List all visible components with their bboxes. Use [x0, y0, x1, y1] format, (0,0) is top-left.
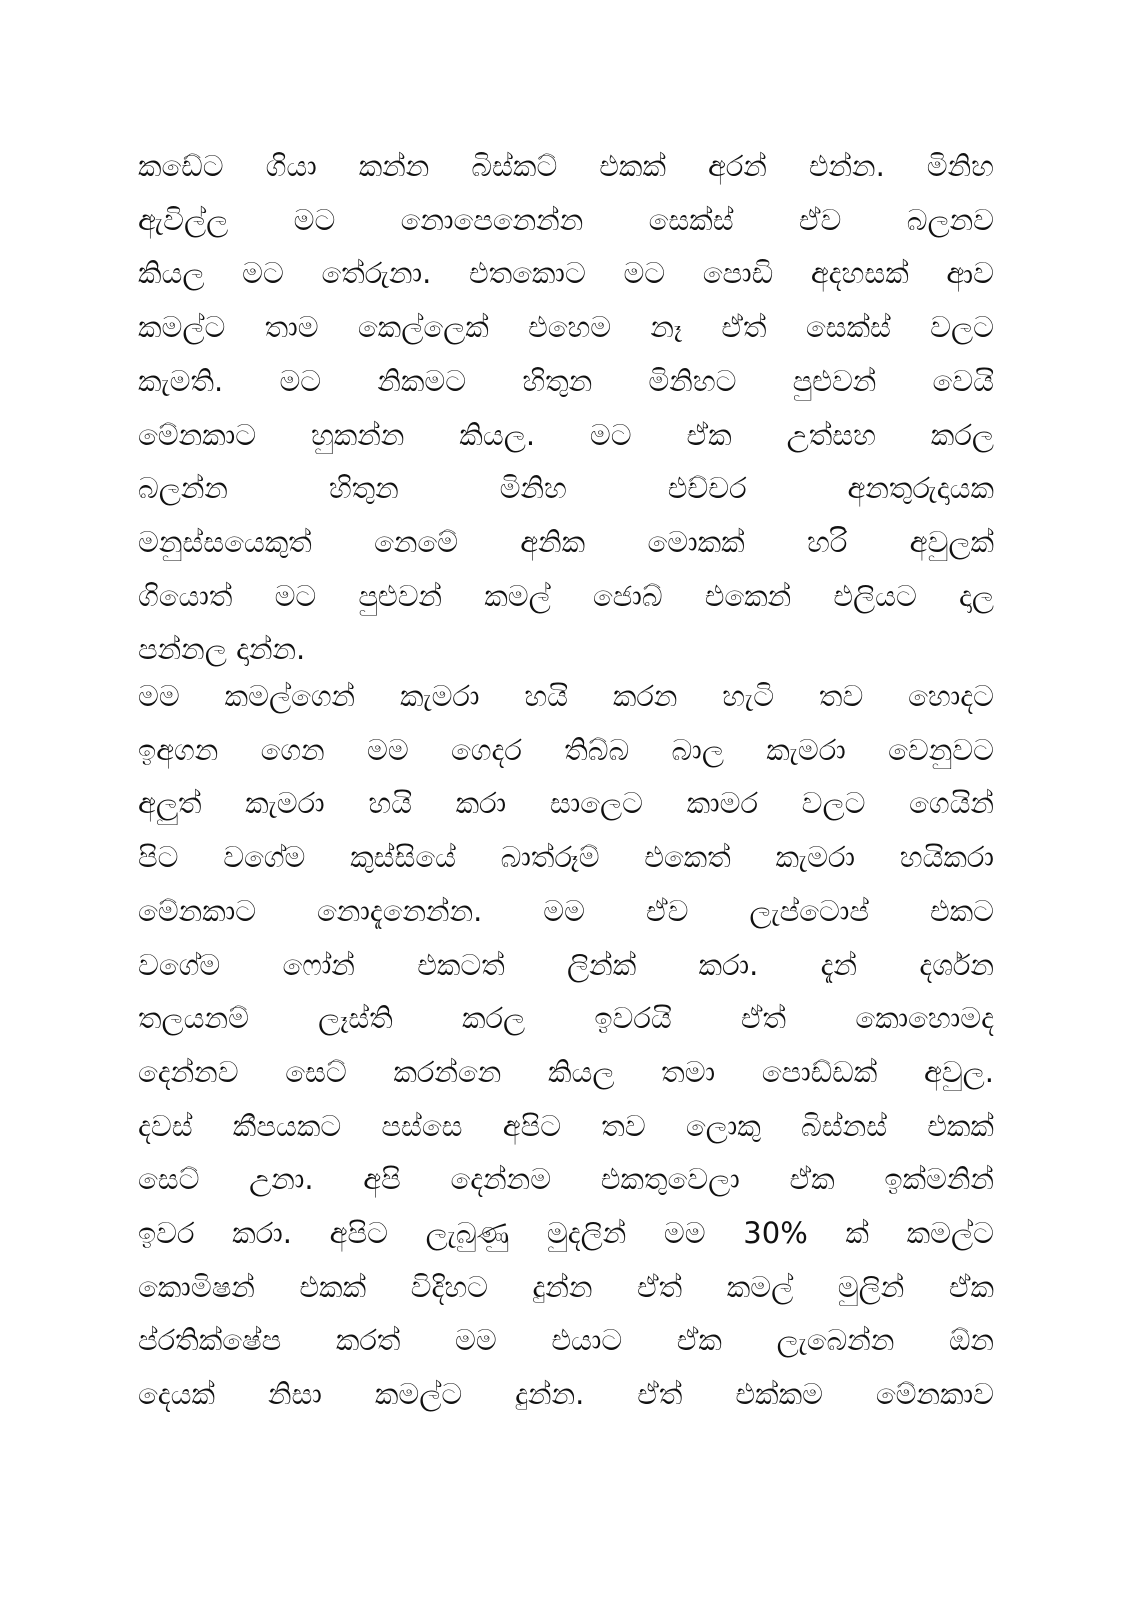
paragraph-1	[138, 140, 994, 677]
text-line: මේනකාට නොදැනෙන්න. මම ඒව ලැප්ටොප් එකට	[138, 893, 994, 928]
text-line: පන්නල දාන්න.	[138, 632, 306, 667]
text-line: කඩේට ගියා කන්න බිස්කට් එකක් අරන් එන්න. මිනිහ	[138, 149, 994, 183]
text-line: දෙයක් නිසා කමල්ට දුන්න. ඒත් එක්කම මේනකාව	[138, 1377, 994, 1412]
text-line: මනුස්සයෙකුත් නෙමේ අනික මොකක් හරි අවුලක්	[138, 524, 994, 559]
text-line: සෙට් උනා. අපි දෙන්නම එකතුවෙලා ඒක ඉක්මනින්	[138, 1162, 994, 1197]
text-line: දවස් කීපයකට පස්සෙ අපිට තව ලොකු බිස්නස් එකක්	[138, 1108, 994, 1143]
text-line: ඇවිල්ල මට නොපෙනෙන්න සෙක්ස් ඒව බලනව	[138, 202, 994, 237]
paragraph-2	[138, 670, 994, 1422]
text-line: ඉවර කරා. අපිට ලැබුණු මුදලින් මම 30% ක් කමල්ට	[138, 1216, 994, 1251]
text-line: කියල මට තේරුනා. එතකොට මට පොඩි අදහසක් ආව	[138, 256, 994, 291]
text-line: වගේම ෆෝන් එකටත් ලින්ක් කරා. දැන් දර්ශන	[138, 947, 994, 982]
text-line: පිට වගේම කුස්සියේ බාත්රූම් එකෙත් කැමරා හයිකරා	[138, 840, 994, 875]
text-line: කමල්ට තාම කෙල්ලෙක් එහෙම නෑ ඒත් සෙක්ස් වලට	[138, 310, 994, 345]
text-line: අලුත් කැමරා හයි කරා සාලෙට කාමර වලට ගෙයින්	[138, 786, 994, 821]
text-line: කැමති. මට නිකමට හිතුන මිනිහට පුළුවන් වෙයි	[138, 363, 994, 398]
text-line: ප්රතික්ෂේප කරත් මම එයාට ඒක ලැබෙන්න ඕන	[138, 1323, 994, 1358]
text-line: මම කමල්ගෙන් කැමරා හයි කරන හැටි තව හොදට	[138, 679, 994, 713]
text-line: දෙන්නව සෙට් කරන්නෙ කියල තමා පොඩ්ඩක් අවුල.	[138, 1054, 994, 1089]
text-line: ඉඅගන ගෙන මම ගෙදර තිබ්බ බාල කැමරා වෙනුවට	[138, 732, 994, 767]
text-line: බලන්න හිතුන මිනිහ එච්චර අනතුරුදායක	[138, 471, 994, 506]
text-line: මේනකාට හුකන්න කියල. මට ඒක උත්සහ කරල	[138, 417, 994, 452]
text-line: ගියොත් මට පුළුවන් කමල් ජොබ් එකෙන් එලියට දාල	[138, 578, 994, 613]
text-line: කොමිෂන් එකක් විදිහට දුන්න ඒත් කමල් මුලින් ඒක	[138, 1269, 994, 1304]
text-line: තලයනම් ලෑස්ති කරල ඉවරයි ඒත් කොහොමද	[138, 1001, 994, 1036]
